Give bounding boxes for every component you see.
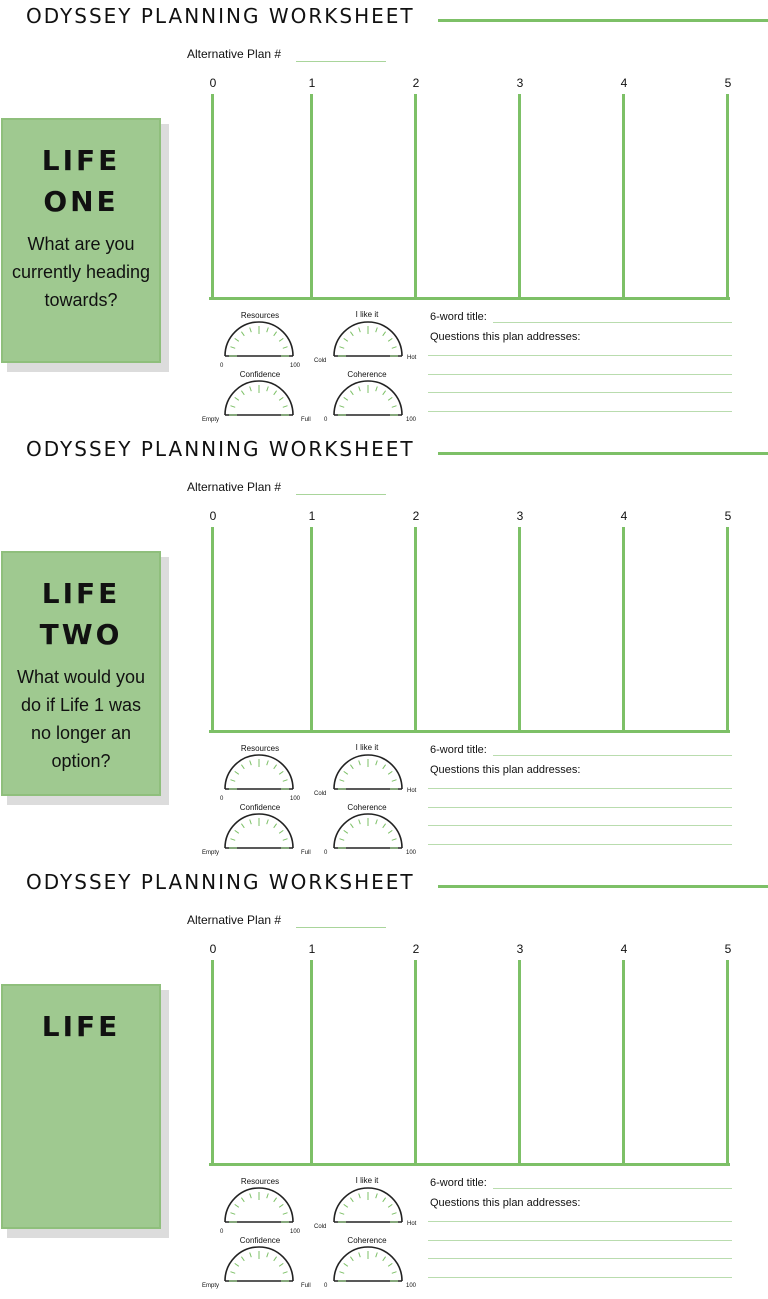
gauge-min-label: 0 <box>324 417 328 423</box>
gauge-dial-icon[interactable] <box>222 377 298 424</box>
questions-answer-line[interactable] <box>428 411 732 412</box>
life-card-question: What are you currently heading towards? <box>11 234 151 310</box>
timeline-divider <box>211 960 214 1166</box>
timeline-year-label: 2 <box>412 509 420 523</box>
questions-label: Questions this plan addresses: <box>430 1197 581 1209</box>
questions-label: Questions this plan addresses: <box>430 764 581 776</box>
gauge-dial-icon[interactable] <box>331 1243 407 1290</box>
six-word-title-label: 6-word title: <box>430 744 487 756</box>
gauge-max-label: 100 <box>290 363 301 369</box>
timeline-year-label: 2 <box>412 942 420 956</box>
gauge-min-label: 0 <box>220 796 224 802</box>
gauge-label: I like it <box>355 1176 379 1185</box>
alternative-plan-field[interactable] <box>296 494 386 495</box>
alternative-plan-field[interactable] <box>296 927 386 928</box>
timeline-baseline <box>209 297 730 300</box>
life-card-title-line2: TWO <box>39 618 123 651</box>
gauge-label: Resources <box>240 744 280 753</box>
timeline-year-label: 5 <box>724 509 732 523</box>
life-card-title-line1: LIFE <box>41 1010 121 1043</box>
questions-answer-line[interactable] <box>428 392 732 393</box>
gauge-dial-icon[interactable] <box>222 1243 298 1290</box>
gauge-label: I like it <box>355 743 379 752</box>
alternative-plan-field[interactable] <box>296 61 386 62</box>
gauge-dial-icon[interactable] <box>331 810 407 857</box>
gauge-label: Confidence <box>239 370 281 379</box>
timeline-divider <box>518 527 521 733</box>
gauge-dial-icon[interactable] <box>222 318 298 365</box>
gauge-max-label: Hot <box>407 1221 417 1227</box>
timeline-divider <box>726 960 729 1166</box>
gauge-max-label: Full <box>301 1283 311 1289</box>
gauge-max-label: 100 <box>290 796 301 802</box>
gauge-dial-icon[interactable] <box>331 318 407 365</box>
gauge-dial-icon[interactable] <box>222 751 298 798</box>
timeline-year-label: 1 <box>308 942 316 956</box>
questions-answer-line[interactable] <box>428 807 732 808</box>
questions-answer-line[interactable] <box>428 844 732 845</box>
timeline-year-label: 3 <box>516 942 524 956</box>
title-rule <box>438 19 768 22</box>
timeline-divider <box>310 94 313 300</box>
gauge-max-label: Hot <box>407 355 417 361</box>
timeline-year-label: 0 <box>209 509 217 523</box>
gauge-dial-icon[interactable] <box>222 1184 298 1231</box>
worksheet-section-3 <box>0 866 768 1299</box>
questions-answer-line[interactable] <box>428 355 732 356</box>
gauge-min-label: 0 <box>324 1283 328 1289</box>
six-word-title-field[interactable] <box>493 1188 732 1189</box>
gauge-max-label: 100 <box>406 850 417 856</box>
timeline-year-label: 1 <box>308 76 316 90</box>
gauge-label: Coherence <box>347 370 387 379</box>
worksheet-title: ODYSSEY PLANNING WORKSHEET <box>26 437 415 461</box>
gauge-label: Confidence <box>239 1236 281 1245</box>
six-word-title-field[interactable] <box>493 755 732 756</box>
timeline-divider <box>622 94 625 300</box>
questions-answer-line[interactable] <box>428 374 732 375</box>
questions-answer-line[interactable] <box>428 1258 732 1259</box>
six-word-title-label: 6-word title: <box>430 311 487 323</box>
timeline-divider <box>622 960 625 1166</box>
life-card-title <box>3 573 159 655</box>
timeline-baseline <box>209 1163 730 1166</box>
questions-answer-line[interactable] <box>428 1277 732 1278</box>
gauge-dial-icon[interactable] <box>331 377 407 424</box>
gauge-min-label: 0 <box>324 850 328 856</box>
life-card <box>1 118 161 363</box>
timeline-divider <box>518 94 521 300</box>
timeline-divider <box>518 960 521 1166</box>
gauge-max-label: 100 <box>406 1283 417 1289</box>
timeline-year-label: 4 <box>620 509 628 523</box>
timeline-divider <box>414 960 417 1166</box>
questions-answer-line[interactable] <box>428 1221 732 1222</box>
timeline-divider <box>726 94 729 300</box>
questions-answer-line[interactable] <box>428 788 732 789</box>
timeline-year-label: 5 <box>724 76 732 90</box>
six-word-title-label: 6-word title: <box>430 1177 487 1189</box>
gauge-label: Coherence <box>347 803 387 812</box>
timeline-divider <box>414 527 417 733</box>
life-card <box>1 984 161 1229</box>
timeline-divider <box>726 527 729 733</box>
timeline-year-label: 4 <box>620 942 628 956</box>
timeline-baseline <box>209 730 730 733</box>
worksheet-section-2 <box>0 433 768 866</box>
gauge-max-label: Full <box>301 850 311 856</box>
timeline-year-label: 4 <box>620 76 628 90</box>
timeline-year-label: 3 <box>516 76 524 90</box>
timeline-divider <box>310 527 313 733</box>
life-card <box>1 551 161 796</box>
timeline-divider <box>211 527 214 733</box>
gauge-max-label: Full <box>301 417 311 423</box>
gauge-max-label: Hot <box>407 788 417 794</box>
timeline-year-label: 2 <box>412 76 420 90</box>
life-card-title-line1: LIFE <box>41 577 121 610</box>
gauge-label: Resources <box>240 1177 280 1186</box>
gauge-label: Confidence <box>239 803 281 812</box>
gauge-min-label: Cold <box>314 358 327 364</box>
timeline-divider <box>211 94 214 300</box>
questions-label: Questions this plan addresses: <box>430 331 581 343</box>
worksheet-section-1 <box>0 0 768 433</box>
gauge-label: Resources <box>240 311 280 320</box>
alternative-plan-label: Alternative Plan # <box>187 913 282 927</box>
gauge-label: I like it <box>355 310 379 319</box>
gauge-min-label: 0 <box>220 363 224 369</box>
life-card-title <box>3 1006 159 1047</box>
gauge-min-label: Empty <box>202 850 220 856</box>
title-rule <box>438 452 768 455</box>
worksheet-title: ODYSSEY PLANNING WORKSHEET <box>26 4 415 28</box>
gauge-min-label: Cold <box>314 791 327 797</box>
timeline-year-label: 3 <box>516 509 524 523</box>
six-word-title-field[interactable] <box>493 322 732 323</box>
gauge-max-label: 100 <box>290 1229 301 1235</box>
life-card-question: What would you do if Life 1 was no longer an option? <box>16 667 146 771</box>
worksheet-title: ODYSSEY PLANNING WORKSHEET <box>26 870 415 894</box>
gauge-label: Coherence <box>347 1236 387 1245</box>
timeline-divider <box>414 94 417 300</box>
gauge-min-label: Empty <box>202 1283 220 1289</box>
life-card-title <box>3 140 159 222</box>
timeline-year-label: 0 <box>209 76 217 90</box>
timeline-year-label: 5 <box>724 942 732 956</box>
gauge-min-label: Cold <box>314 1224 327 1230</box>
alternative-plan-label: Alternative Plan # <box>187 480 282 494</box>
gauge-max-label: 100 <box>406 417 417 423</box>
life-card-title-line2: ONE <box>43 185 119 218</box>
timeline-divider <box>622 527 625 733</box>
timeline-divider <box>310 960 313 1166</box>
questions-answer-line[interactable] <box>428 1240 732 1241</box>
questions-answer-line[interactable] <box>428 825 732 826</box>
gauge-dial-icon[interactable] <box>331 751 407 798</box>
alternative-plan-label: Alternative Plan # <box>187 47 282 61</box>
life-card-title-line1: LIFE <box>41 144 121 177</box>
gauge-dial-icon[interactable] <box>222 810 298 857</box>
gauge-min-label: 0 <box>220 1229 224 1235</box>
timeline-year-label: 1 <box>308 509 316 523</box>
gauge-dial-icon[interactable] <box>331 1184 407 1231</box>
timeline-year-label: 0 <box>209 942 217 956</box>
title-rule <box>438 885 768 888</box>
gauge-min-label: Empty <box>202 417 220 423</box>
